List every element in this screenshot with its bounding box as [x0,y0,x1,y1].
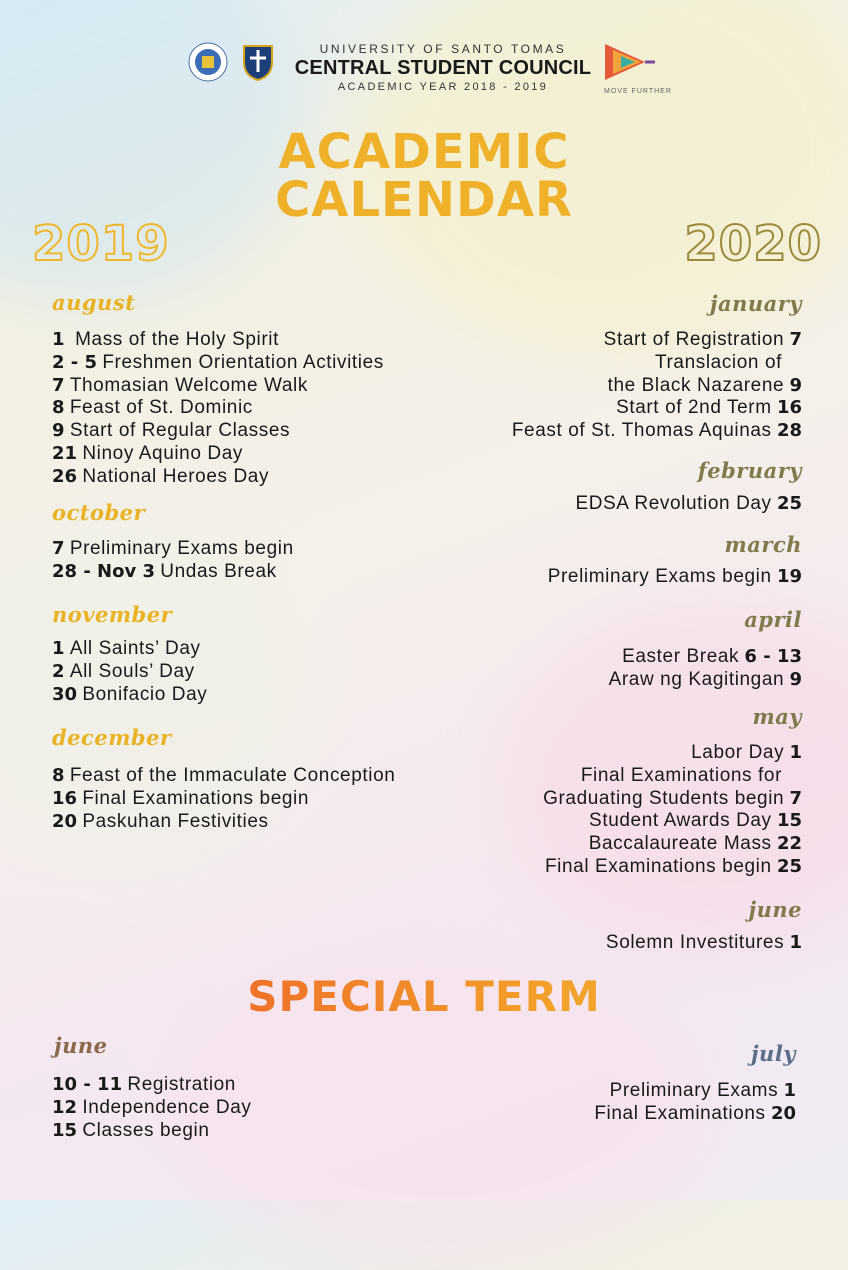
list-item: 16 Final Examinations begin [52,787,310,809]
special-term-title: SPECIAL TERM [0,976,848,1018]
month-april: april [744,607,802,632]
august-events [52,329,384,489]
list-item: 12 Independence Day [52,1096,252,1118]
header [0,38,848,98]
list-item: 30 Bonifacio Day [52,683,208,705]
list-item: 10 - 11 Registration [52,1074,236,1095]
tagline: MOVE FURTHER [604,88,672,95]
list-item: Araw ng Kagitingan 9 [608,668,802,690]
january-events [512,329,802,443]
list-item: 8 Feast of the Immaculate Conception [52,765,396,786]
list-item: 9 Start of Regular Classes [52,420,291,442]
month-october: october [52,500,146,525]
list-item: Easter Break 6 - 13 [622,646,802,667]
list-item: Final Examinations 20 [594,1102,796,1124]
list-item: 7 Preliminary Exams begin [52,538,294,559]
council-name: CENTRAL STUDENT COUNCIL [294,57,592,79]
november-events [52,638,207,706]
year-2019: 2019 [32,216,170,272]
list-item: Final Examinations begin 25 [544,855,802,877]
february-events [575,493,802,516]
list-item: the Black Nazarene 9 [607,374,802,396]
list-item: Final Examinations for [580,764,782,786]
month-august: august [52,290,136,315]
academic-year: ACADEMIC YEAR 2018 - 2019 [337,81,549,93]
list-item: Solemn Investitures 1 [605,932,802,953]
special-july-events [594,1080,796,1126]
university-seal-icon [188,42,228,82]
year-2020: 2020 [684,216,822,272]
list-item: 1 Mass of the Holy Spirit [52,329,279,350]
list-item: 28 - Nov 3 Undas Break [52,560,277,582]
special-june-events [52,1074,251,1142]
june-events [606,932,802,955]
month-january: january [709,291,802,316]
list-item: 7 Thomasian Welcome Walk [52,374,308,396]
title-line-1: ACADEMIC [278,124,570,180]
move-further-logo-icon [601,40,659,84]
university-name: UNIVERSITY OF SANTO TOMAS [319,42,567,56]
list-item: Translacion of [654,351,782,373]
title-line-2: CALENDAR [275,172,573,228]
organization-name [288,42,598,93]
list-item: 20 Paskuhan Festivities [52,810,269,832]
council-crest-icon [238,42,278,82]
list-item: 8 Feast of St. Dominic [52,397,253,419]
list-item: 26 National Heroes Day [52,465,270,487]
list-item: 1 All Saints’ Day [52,638,201,659]
list-item: Start of Registration 7 [603,329,802,350]
december-events [52,765,395,833]
month-june: june [748,897,802,922]
may-events [543,742,802,879]
month-november: november [52,602,173,627]
list-item: EDSA Revolution Day 25 [575,493,802,514]
list-item: Labor Day 1 [691,742,802,763]
list-item: Preliminary Exams 1 [609,1080,796,1101]
month-february: february [697,458,802,483]
month-may: may [752,704,802,729]
list-item: 15 Classes begin [52,1119,210,1141]
special-month-july: july [750,1041,796,1066]
list-item: Feast of St. Thomas Aquinas 28 [511,420,802,442]
october-events [52,538,294,584]
month-december: december [52,725,172,750]
list-item: 2 All Souls’ Day [52,660,195,682]
march-events [548,566,802,589]
list-item: Graduating Students begin 7 [543,787,802,809]
list-item: Student Awards Day 15 [589,810,802,832]
list-item: Start of 2nd Term 16 [616,397,802,419]
month-march: march [724,532,802,557]
list-item: 21 Ninoy Aquino Day [52,442,243,464]
april-events [609,646,802,692]
list-item: Baccalaureate Mass 22 [588,833,802,855]
list-item: Preliminary Exams begin 19 [547,566,802,587]
special-month-june: june [54,1033,108,1058]
list-item: 2 - 5 Freshmen Orientation Activities [52,351,384,373]
